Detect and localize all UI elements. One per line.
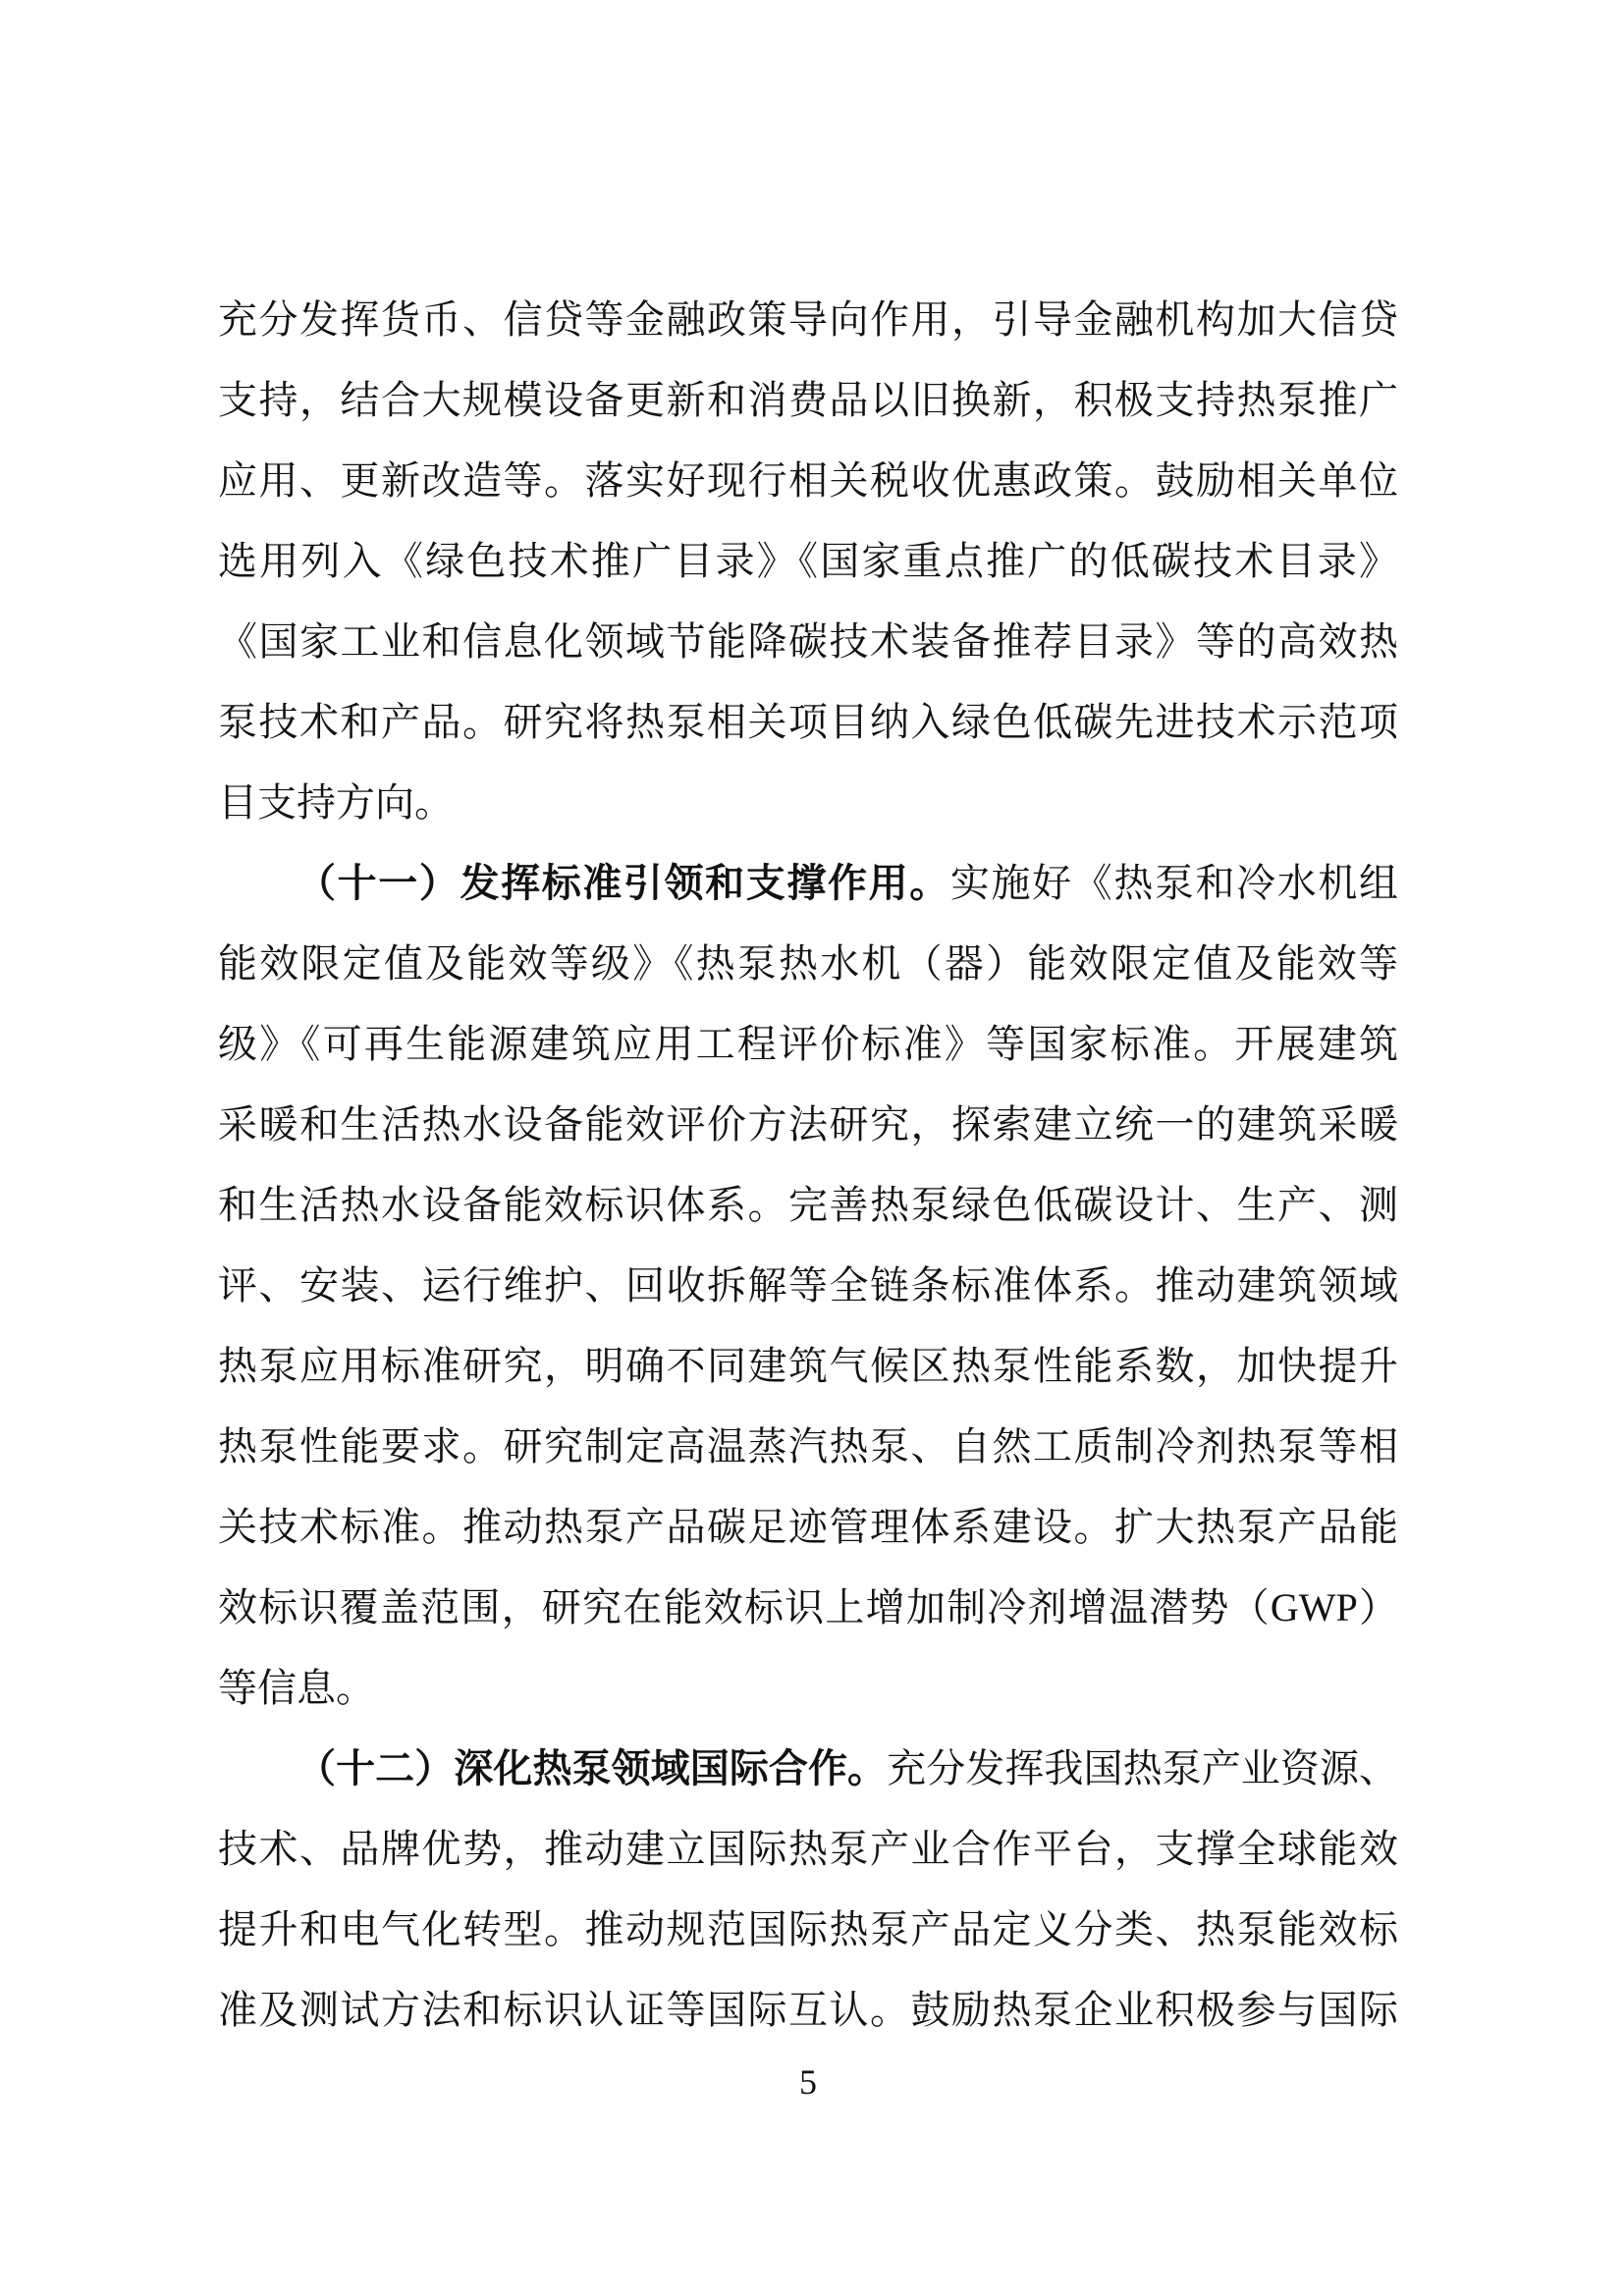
body-text: 技术、品牌优势，推动建立国际热泵产业合作平台，支撑全球能效 (218, 1827, 1398, 1871)
body-text: 热泵性能要求。研究制定高温蒸汽热泵、自然工质制冷剂热泵等相 (218, 1424, 1398, 1468)
text-line (218, 1487, 1398, 1568)
body-text: 目支持方向。 (218, 780, 454, 825)
body-text: 和生活热水设备能效标识体系。完善热泵绿色低碳设计、生产、测 (218, 1183, 1398, 1227)
body-text: 采暖和生活热水设备能效评价方法研究，探索建立统一的建筑采暖 (218, 1102, 1398, 1147)
text-line (218, 521, 1398, 602)
text-line (218, 924, 1398, 1004)
body-text: 关技术标准。推动热泵产品碳足迹管理体系建设。扩大热泵产品能 (218, 1505, 1398, 1549)
text-line (218, 360, 1398, 441)
text-line (218, 1648, 1398, 1729)
text-line (218, 441, 1398, 521)
text-line (218, 1326, 1398, 1407)
text-line (218, 280, 1398, 360)
page-number: 5 (799, 2062, 817, 2102)
body-text: 应用、更新改造等。落实好现行相关税收优惠政策。鼓励相关单位 (218, 458, 1398, 503)
text-line (218, 763, 1398, 843)
body-text: 选用列入《绿色技术推广目录》《国家重点推广的低碳技术目录》 (218, 539, 1398, 583)
text-line (218, 602, 1398, 682)
text-line (218, 682, 1398, 763)
text-line (218, 1407, 1398, 1487)
text-line (218, 1970, 1398, 2051)
body-text: 准及测试方法和标识认证等国际互认。鼓励热泵企业积极参与国际 (218, 1988, 1398, 2032)
body-text: 级》《可再生能源建筑应用工程评价标准》等国家标准。开展建筑 (218, 1022, 1398, 1066)
text-line (218, 1246, 1398, 1326)
text-line (218, 1165, 1398, 1246)
section-heading: （十一）发挥标准引领和支撑作用。 (297, 862, 950, 905)
body-text: 热泵应用标准研究，明确不同建筑气候区热泵性能系数，加快提升 (218, 1344, 1398, 1388)
body-text: 充分发挥我国热泵产业资源、 (887, 1746, 1398, 1790)
body-text: 提升和电气化转型。推动规范国际热泵产品定义分类、热泵能效标 (218, 1907, 1398, 1951)
body-text: 实施好《热泵和冷水机组 (949, 861, 1398, 905)
body-text: 能效限定值及能效等级》《热泵热水机（器）能效限定值及能效等 (218, 941, 1398, 986)
text-line (218, 1809, 1398, 1890)
body-text: 支持，结合大规模设备更新和消费品以旧换新，积极支持热泵推广 (218, 378, 1398, 422)
body-text: 充分发挥货币、信贷等金融政策导向作用，引导金融机构加大信贷 (218, 297, 1398, 342)
text-line (218, 1004, 1398, 1085)
text-line (218, 1729, 1398, 1809)
body-text: 《国家工业和信息化领域节能降碳技术装备推荐目录》等的高效热 (218, 619, 1398, 664)
body-text: 评、安装、运行维护、回收拆解等全链条标准体系。推动建筑领域 (218, 1263, 1398, 1308)
text-line (218, 1568, 1398, 1648)
text-line (218, 1890, 1398, 1970)
body-text: 效标识覆盖范围，研究在能效标识上增加制冷剂增温潜势（GWP） (218, 1585, 1398, 1629)
text-line (218, 1085, 1398, 1165)
body-text: 等信息。 (218, 1666, 375, 1710)
text-block (218, 280, 1398, 2051)
text-line (218, 843, 1398, 924)
section-heading: （十二）深化热泵领域国际合作。 (297, 1747, 888, 1790)
body-text: 泵技术和产品。研究将热泵相关项目纳入绿色低碳先进技术示范项 (218, 700, 1398, 744)
